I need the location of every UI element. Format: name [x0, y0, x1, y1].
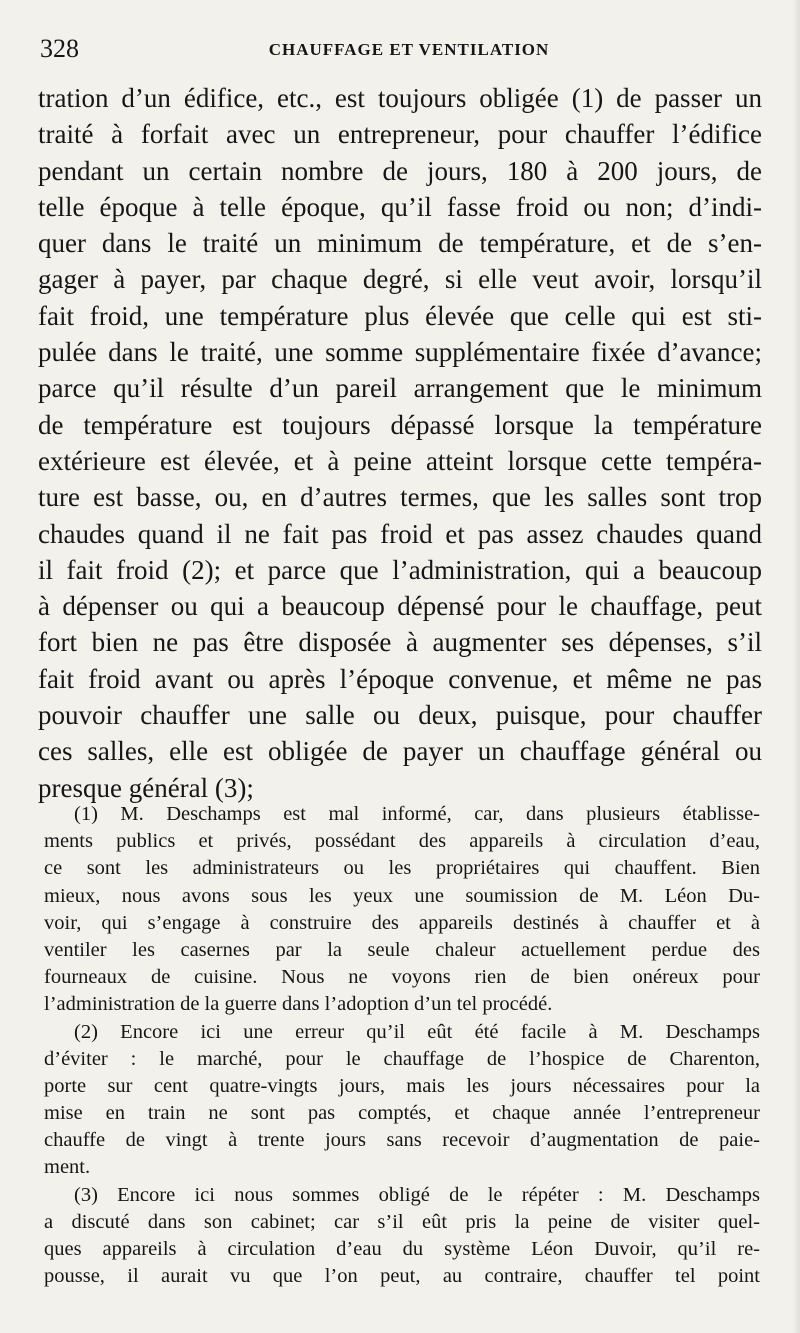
page-header [38, 30, 760, 66]
body-line: parce qu’il résulte d’un pareil arrangement que le minimum [38, 373, 762, 404]
body-line: à dépenser ou qui a beaucoup dépensé pour le chauffage, peut [38, 591, 762, 622]
footnote-2-line: (2) Encore ici une erreur qu’il eût été facile à M. Deschamps [74, 1020, 760, 1043]
footnote-1-line: voir, qui s’engage à construire des appareils destinés à chauffer et à [44, 911, 760, 934]
body-text [38, 80, 762, 806]
body-line: pendant un certain nombre de jours, 180 à 200 jours, de [38, 155, 762, 186]
footnote-1-line: mieux, nous avons sous les yeux une soumission de M. Léon Du- [44, 884, 760, 907]
body-line: de température est toujours dépassé lorsque la température [38, 409, 762, 440]
footnote-1-line: ments publics et privés, possédant des appareils à circulation d’eau, [44, 830, 760, 853]
footnote-1-line: ventiler les casernes par la seule chaleur actuellement perdue des [44, 938, 760, 961]
footnote-2-line: d’éviter : le marché, pour le chauffage de l’hospice de Charenton, [44, 1047, 760, 1070]
body-line: fort bien ne pas être disposée à augmenter ses dépenses, s’il [38, 627, 762, 658]
body-line: ces salles, elle est obligée de payer un chauffage général ou [38, 736, 762, 767]
footnote-1-line: fourneaux de cuisine. Nous ne voyons rien de bien onéreux pour [44, 966, 760, 989]
body-line: telle époque à telle époque, qu’il fasse froid ou non; d’indi- [38, 191, 762, 222]
footnote-2-line: mise en train ne sont pas comptés, et chaque année l’entrepreneur [44, 1102, 760, 1125]
body-line: fait froid, une température plus élevée que celle qui est sti- [38, 300, 762, 331]
footnote-1-line: l’administration de la guerre dans l’adoption d’un tel procédé. [44, 993, 553, 1016]
body-line: fait froid avant ou après l’époque convenue, et même ne pas [38, 663, 762, 694]
page-number: 328 [40, 34, 79, 63]
footnote-3-line: pousse, il aurait vu que l’on peut, au contraire, chauffer tel point [44, 1265, 760, 1288]
footnote-2-line: ment. [44, 1156, 91, 1179]
body-line: pulée dans le traité, une somme supplémentaire fixée d’avance; [38, 337, 762, 368]
footnote-1-line: (1) M. Deschamps est mal informé, car, dans plusieurs établisse- [74, 803, 760, 825]
footnote-2-line: porte sur cent quatre-vingts jours, mais les jours nécessaires pour la [44, 1074, 760, 1097]
footnote-1-line: ce sont les administrateurs ou les propriétaires qui chauffent. Bien [44, 857, 760, 880]
footnote-3-line: a discuté dans son cabinet; car s’il eût pris la peine de visiter quel- [44, 1210, 760, 1233]
footnote-3-line: ques appareils à circulation d’eau du système Léon Duvoir, qu’il re- [44, 1238, 760, 1260]
footnote-2-line: chauffe de vingt à trente jours sans recevoir d’augmentation de paie- [44, 1129, 760, 1152]
body-line: pouvoir chauffer une salle ou deux, puisque, pour chauffer [38, 700, 762, 731]
body-line: ture est basse, ou, en d’autres termes, que les salles sont trop [38, 482, 762, 513]
body-line: il fait froid (2); et parce que l’administration, qui a beaucoup [38, 554, 762, 585]
footnote-3-line: (3) Encore ici nous sommes obligé de le répéter : M. Deschamps [74, 1183, 760, 1206]
footnotes [44, 801, 760, 1290]
body-line: traité à forfait avec un entrepreneur, pour chauffer l’édifice [38, 119, 762, 150]
body-line: gager à payer, par chaque degré, si elle veut avoir, lorsqu’il [38, 264, 762, 295]
body-line: presque général (3); [38, 772, 254, 803]
body-line: tration d’un édifice, etc., est toujours obligée (1) de passer un [38, 83, 762, 113]
running-title: CHAUFFAGE ET VENTILATION [268, 40, 550, 59]
body-line: extérieure est élevée, et à peine atteint lorsque cette tempéra- [38, 445, 762, 476]
body-line: chaudes quand il ne fait pas froid et pas assez chaudes quand [38, 518, 762, 549]
body-line: quer dans le traité un minimum de température, et de s’en- [38, 228, 762, 259]
